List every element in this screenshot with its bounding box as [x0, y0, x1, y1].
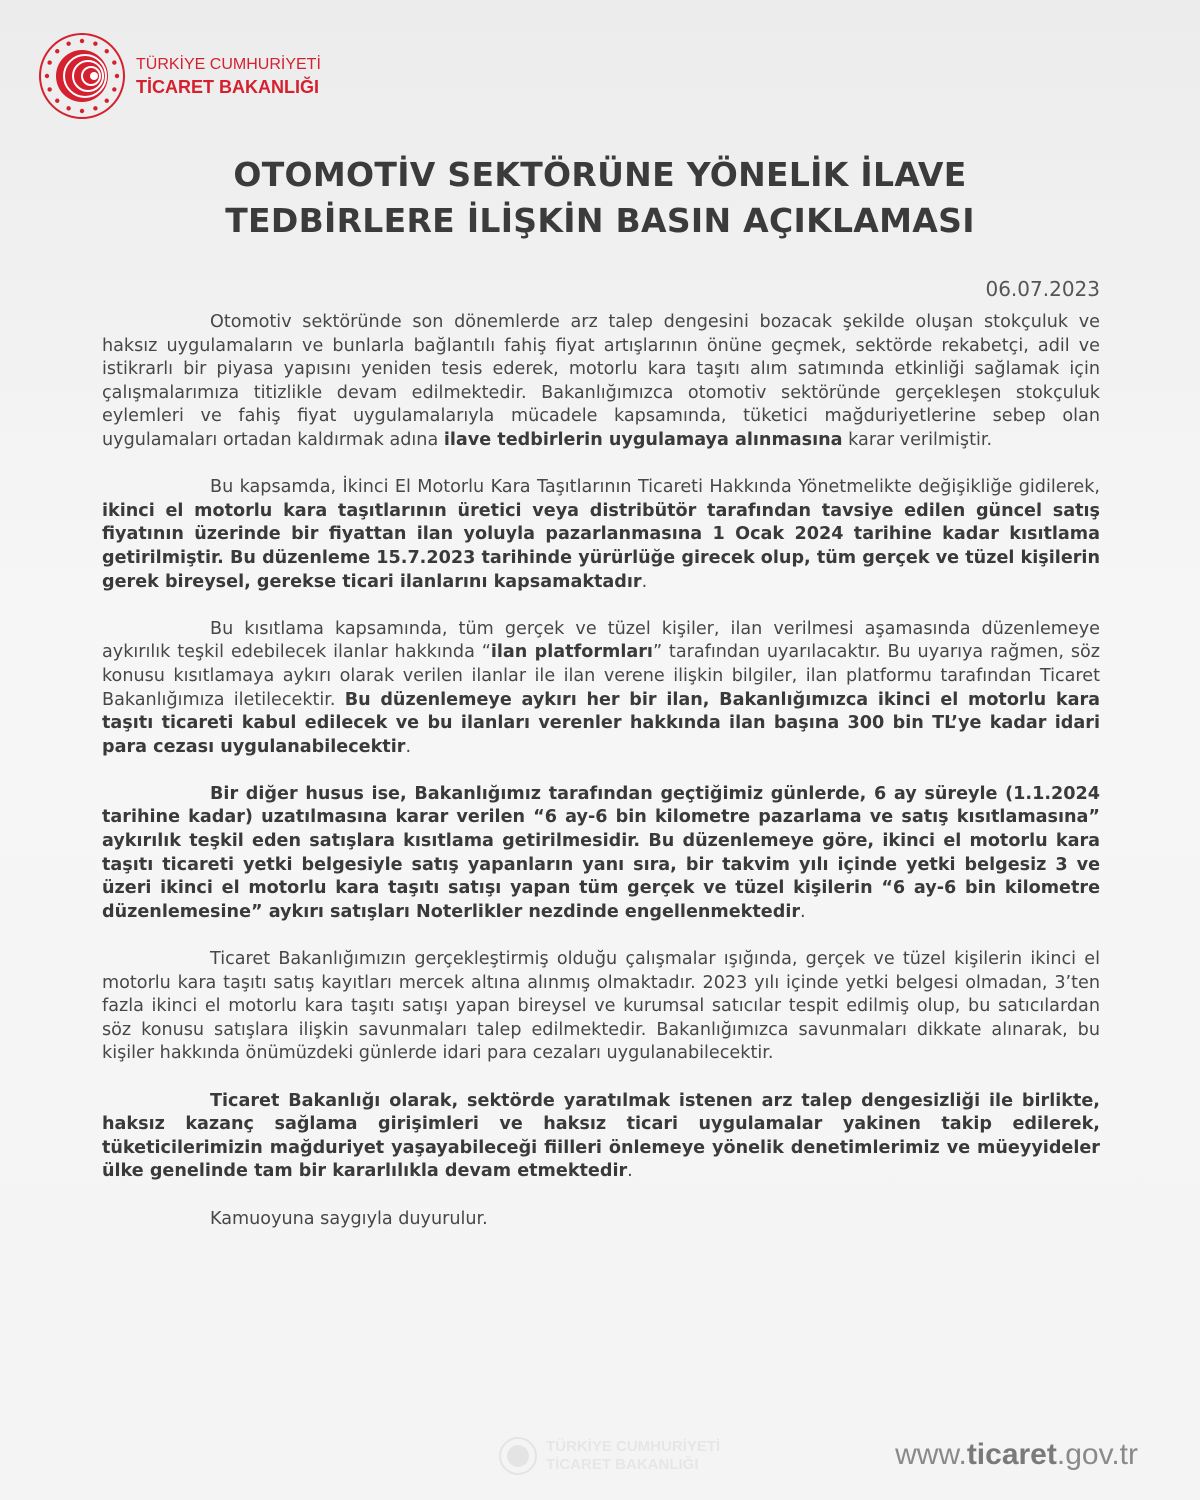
page-title	[0, 152, 1200, 244]
bold-text: ilave tedbirlerin uygulamaya alınmasına	[443, 429, 843, 450]
paragraph	[102, 311, 1100, 453]
text: .	[641, 571, 648, 592]
star-icon	[112, 87, 116, 91]
paragraph	[102, 618, 1100, 760]
star-icon	[66, 106, 70, 110]
star-icon	[47, 87, 51, 91]
url-prefix: www.	[895, 1438, 967, 1471]
document-body	[102, 311, 1100, 1255]
star-icon	[115, 74, 119, 78]
emblem-watermark-icon	[498, 1436, 538, 1476]
paragraph	[102, 948, 1100, 1066]
website-link[interactable]	[895, 1438, 1138, 1472]
paragraph	[102, 783, 1100, 925]
star-icon	[55, 99, 59, 103]
star-icon	[66, 41, 70, 45]
star-icon	[105, 49, 109, 53]
text: .	[405, 736, 412, 757]
url-domain: ticaret	[966, 1438, 1057, 1471]
paragraph	[102, 1090, 1100, 1184]
title-line2: TEDBİRLERE İLİŞKİN BASIN AÇIKLAMASI	[225, 201, 975, 240]
document-date: 06.07.2023	[985, 277, 1100, 301]
logo-line1: TÜRKİYE CUMHURİYETİ	[136, 56, 321, 73]
text: Bu kısıtlama kapsamında, tüm gerçek ve tüzel kişiler, ilan verilmesi aşamasında düzenlemeye aykırılık teşkil edebilecek ilanlar hakkında “	[102, 618, 1100, 663]
star-icon	[105, 99, 109, 103]
title-line1: OTOMOTİV SEKTÖRÜNE YÖNELİK İLAVE	[233, 155, 967, 194]
star-icon	[55, 49, 59, 53]
bold-text: Bir diğer husus ise, Bakanlığımız tarafından geçtiğimiz günlerde, 6 ay süreyle (1.1.2024 tarihine kadar) uzatılmasına karar verilen “6 ay-6 bin kilometre pazarlama ve satış kısıtlamasına” aykırılık teşkil eden satışlara kısıtlama getirilmesidir. Bu düzenlemeye göre, ikinci el motorlu kara taşıtı ticareti yetki belgesiyle satış yapanların yanı sıra, bir takvim yılı içinde yetki belgesiz 3 ve üzeri ikinci el motorlu kara taşıtı satışı yapan tüm gerçek ve tüzel kişilerin “6 ay-6 bin kilometre düzenlemesine” aykırı satışları Noterlikler nezdinde engellenmektedir	[102, 783, 1100, 922]
text: ” tarafından uyarılacaktır. Bu uyarıya rağmen, söz konusu kısıtlamaya aykırı olarak verilen ilanlar ile ilan verene ilişkin bilgiler, ilan platformu tarafından Ticaret Bakanlığımıza iletilecektir.	[102, 642, 1100, 710]
url-suffix: .gov.tr	[1056, 1438, 1138, 1471]
footer-logo-line1: TÜRKİYE CUMHURİYETİ	[546, 1438, 721, 1455]
text: .	[627, 1161, 633, 1182]
ministry-logo	[38, 32, 321, 120]
text: Kamuoyuna saygıyla duyurulur.	[210, 1208, 488, 1229]
text: Ticaret Bakanlığımızın gerçekleştirmiş olduğu çalışmalar ışığında, gerçek ve tüzel kişilerin ikinci el motorlu kara taşıtı satış kayıtları mercek altına alınmış olmaktadır. 2023 yılı içinde yetki belgesi olmadan, 3’ten fazla ikinci el motorlu kara taşıtı satışı yapan bireysel ve kurumsal satıcılar tespit edilmiş olup, bu satıcılardan söz konusu satışlara ilişkin savunmaları talep edilmektedir. Bakanlığımızca savunmaları dikkate alınarak, bu kişiler hakkında önümüzdeki günlerde idari para cezaları uygulanabilecektir.	[102, 949, 1100, 1064]
star-icon	[80, 39, 84, 43]
star-icon	[93, 41, 97, 45]
text: Otomotiv sektöründe son dönemlerde arz talep dengesini bozacak şekilde oluşan stokçuluk ve haksız uygulamaların ve bunlarla bağlantılı fahiş fiyat artışlarının önüne geçmek, sektörde rekabetçi, adil ve istikrarlı bir piyasa yapısını yeniden tesis ederek, motorlu kara taşıtı alım satımında etkinliği sağlamak için çalışmalarımıza titizlikle devam edilmektedir. Bakanlığımızca otomotiv sektöründe gerçekleşen stokçuluk eylemleri ve fahiş fiyat uygulamalarıyla mücadele kapsamında, tüketici mağduriyetlerine sebep olan uygulamaları ortadan kaldırmak adına	[102, 312, 1100, 450]
bold-text: Ticaret Bakanlığı olarak, sektörde yaratılmak istenen arz talep dengesizliği ile birlikte, haksız kazanç sağlama girişimleri ve haksız ticari uygulamalar yakinen takip edilerek, tüketicilerimizin mağduriyet yaşayabileceği fiilleri önlemeye yönelik denetimlerimiz ve müeyyideler ülke genelinde tam bir kararlılıkla devam etmektedir	[102, 1090, 1100, 1182]
star-icon	[112, 60, 116, 64]
emblem-icon	[38, 32, 126, 120]
text: karar verilmiştir.	[842, 429, 993, 450]
star-icon	[47, 60, 51, 64]
text: .	[800, 901, 806, 922]
paragraph	[102, 1208, 1100, 1232]
text: Bu kapsamda, İkinci El Motorlu Kara Taşıtlarının Ticareti Hakkında Yönetmelikte değişikliğe gidilerek,	[210, 477, 1100, 498]
star-icon	[80, 109, 84, 113]
bold-text: Bu düzenlemeye aykırı her bir ilan, Bakanlığımızca ikinci el motorlu kara taşıtı ticareti kabul edilecek ve bu ilanları verenler hakkında ilan başına 300 bin TL’ye kadar idari para cezası uygulanabilecektir	[102, 689, 1100, 757]
bold-text: ilan platformları	[490, 642, 653, 663]
star-icon	[45, 74, 49, 78]
star-icon	[93, 106, 97, 110]
paragraph	[102, 476, 1100, 594]
footer-logo-line2: TİCARET BAKANLIĞI	[546, 1456, 699, 1473]
bold-text: ikinci el motorlu kara taşıtlarının üretici veya distribütör tarafından tavsiye edilen güncel satış fiyatının üzerinde bir fiyattan ilan yoluyla pazarlanmasına 1 Ocak 2024 tarihine kadar kısıtlama getirilmiştir. Bu düzenleme 15.7.2023 tarihinde yürürlüğe girecek olup, tüm gerçek ve tüzel kişilerin gerek bireysel, gerekse ticari ilanlarını kapsamaktadır	[102, 500, 1100, 592]
footer-watermark-logo	[498, 1436, 720, 1476]
logo-line2: TİCARET BAKANLIĞI	[136, 77, 319, 97]
